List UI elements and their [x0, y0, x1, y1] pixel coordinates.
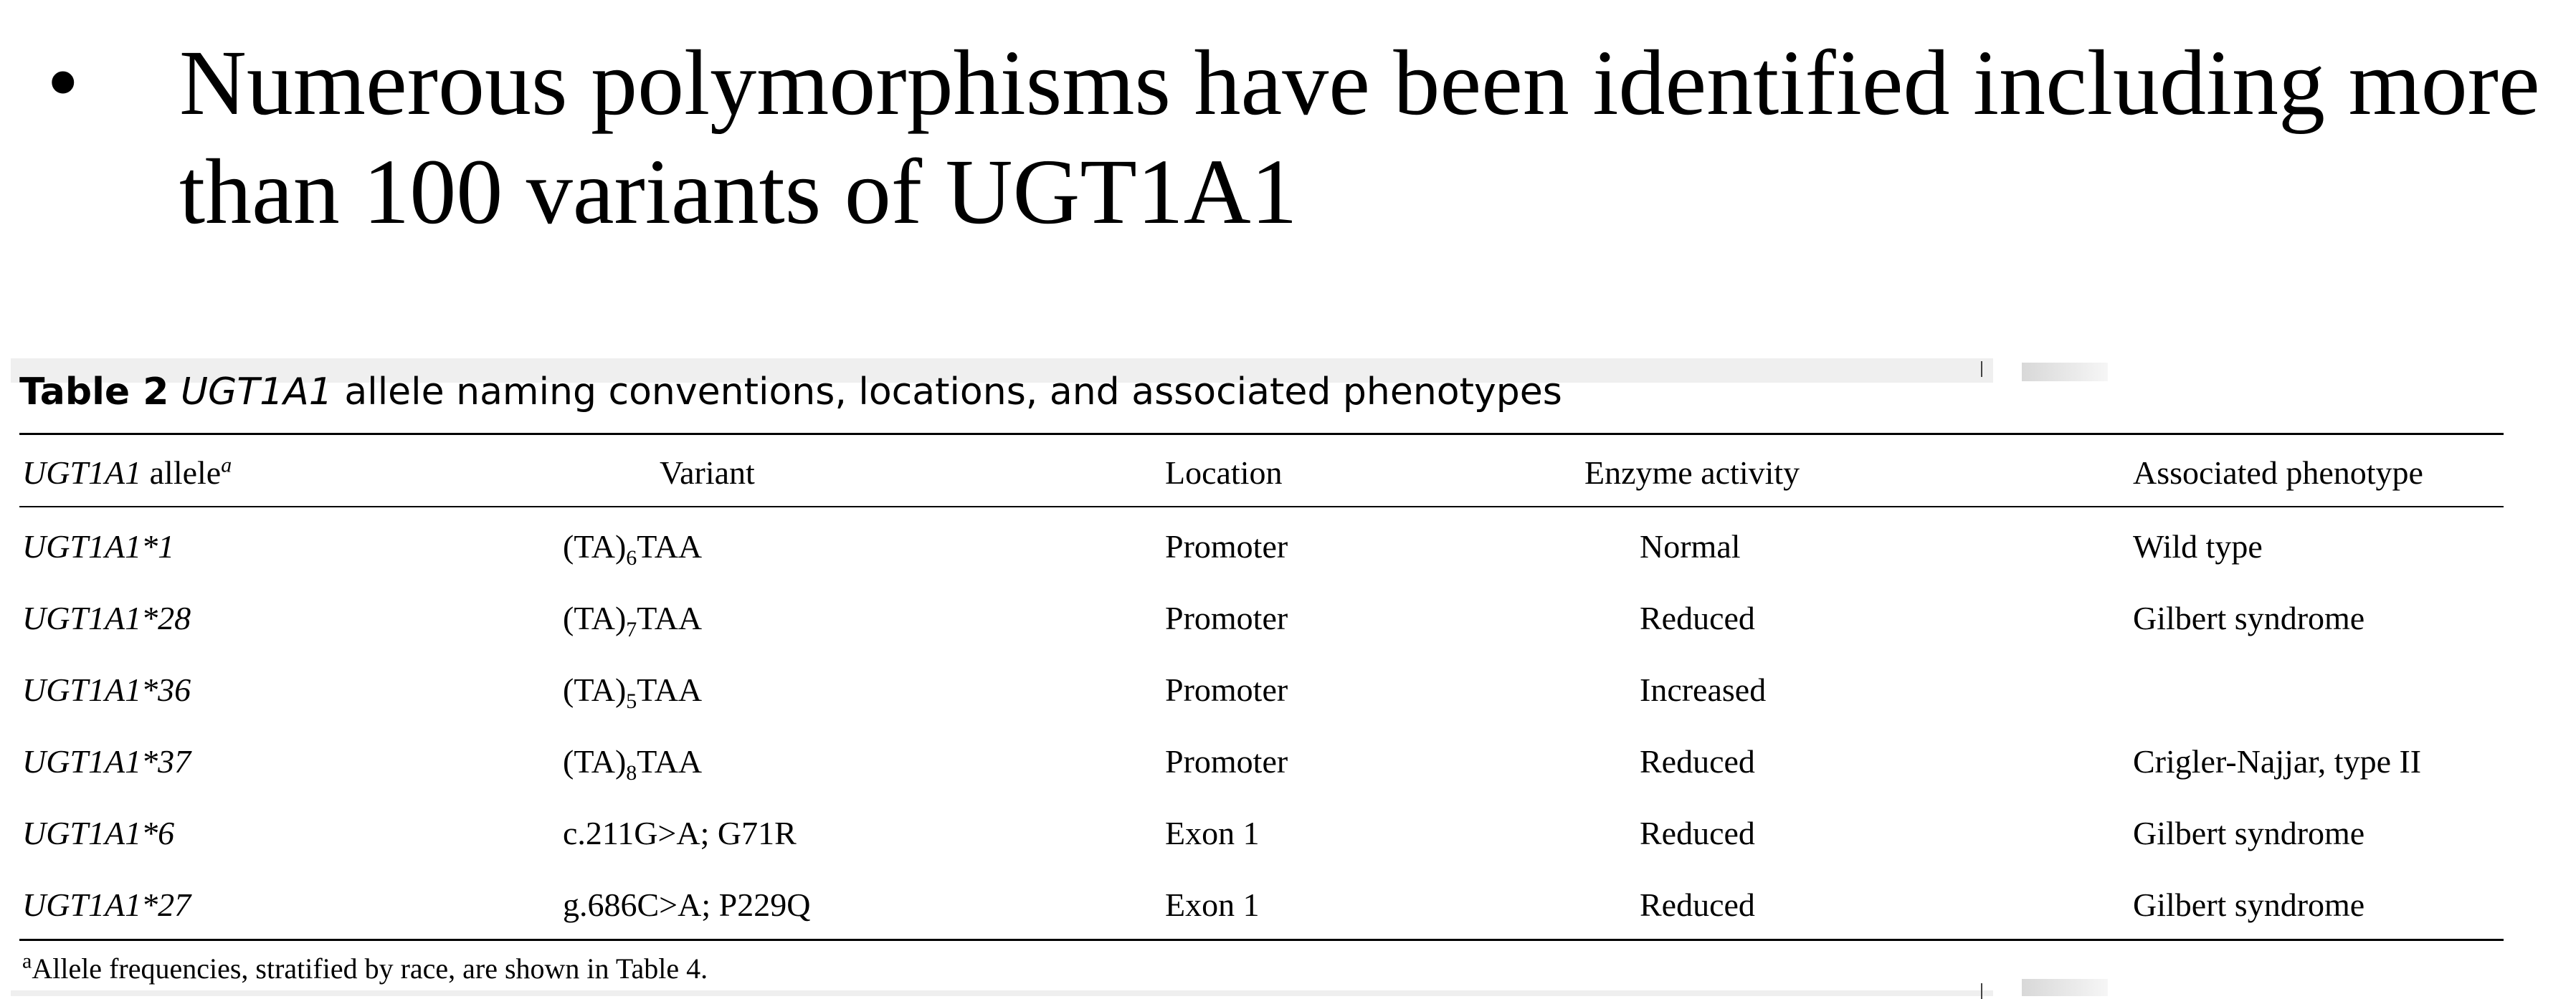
cell-variant — [563, 597, 702, 640]
header-allele-footnote-mark: a — [221, 453, 232, 477]
cell-variant — [563, 525, 702, 568]
variant-repeat-count: 5 — [626, 689, 637, 714]
header-enzyme-activity: Enzyme activity — [1584, 454, 1800, 491]
scan-artifact — [2022, 979, 2108, 996]
crop-mark — [1981, 361, 1982, 377]
header-allele — [22, 451, 232, 494]
cell-variant — [563, 669, 702, 712]
table-top-rule — [19, 433, 2504, 435]
cell-variant — [563, 884, 810, 927]
cell-allele: UGT1A1*27 — [22, 886, 191, 923]
bullet-mark: • — [47, 31, 80, 134]
bullet-item — [39, 29, 2549, 247]
cell-phenotype: Gilbert syndrome — [2133, 815, 2365, 851]
footnote-text: Allele frequencies, stratified by race, are shown in Table 4. — [32, 952, 708, 985]
cell-allele: UGT1A1*37 — [22, 743, 191, 780]
cell-allele: UGT1A1*1 — [22, 528, 175, 565]
table-title-gene: UGT1A1 — [181, 371, 333, 414]
cell-location: Exon 1 — [1165, 815, 1260, 851]
cell-phenotype: Crigler-Najjar, type II — [2133, 743, 2422, 780]
variant-text: (TA) — [563, 743, 627, 780]
header-allele-gene: UGT1A1 — [22, 454, 142, 491]
table-figure — [11, 358, 2515, 996]
variant-repeat-count: 7 — [626, 618, 637, 642]
cell-phenotype: Gilbert syndrome — [2133, 600, 2365, 636]
variant-text: (TA) — [563, 671, 627, 708]
variant-text: (TA) — [563, 600, 627, 636]
cell-variant — [563, 812, 797, 855]
cell-enzyme-activity: Reduced — [1640, 743, 1755, 780]
header-location: Location — [1165, 454, 1283, 491]
cell-allele: UGT1A1*36 — [22, 671, 191, 708]
cell-enzyme-activity: Reduced — [1640, 600, 1755, 636]
cell-variant — [563, 740, 702, 783]
cell-location: Promoter — [1165, 528, 1288, 565]
cell-phenotype: Wild type — [2133, 528, 2263, 565]
variant-text: c.211G>A; G71R — [563, 815, 797, 851]
panel-background-bottom — [11, 990, 1993, 996]
bullet-text: Numerous polymorphisms have been identified including more than 100 variants of UGT1A1 — [179, 32, 2540, 244]
variant-repeat-count: 8 — [626, 761, 637, 785]
table-title-number: Table 2 — [19, 371, 169, 414]
header-associated-phenotype: Associated phenotype — [2133, 454, 2423, 491]
variant-suffix: TAA — [637, 528, 703, 565]
header-allele-label: allele — [149, 454, 222, 491]
variant-repeat-count: 6 — [626, 546, 637, 570]
cell-location: Promoter — [1165, 600, 1288, 636]
variant-suffix: TAA — [637, 671, 703, 708]
cell-enzyme-activity: Increased — [1640, 671, 1767, 708]
table-footnote — [22, 950, 708, 988]
cell-phenotype: Gilbert syndrome — [2133, 886, 2365, 923]
variant-suffix: TAA — [637, 600, 703, 636]
cell-enzyme-activity: Normal — [1640, 528, 1741, 565]
scan-artifact — [2022, 363, 2108, 381]
footnote-mark: a — [22, 949, 32, 973]
cell-allele: UGT1A1*6 — [22, 815, 175, 851]
cell-location: Exon 1 — [1165, 886, 1260, 923]
variant-text: g.686C>A; P229Q — [563, 886, 811, 923]
table-title — [19, 367, 1562, 417]
cell-enzyme-activity: Reduced — [1640, 886, 1755, 923]
header-variant: Variant — [660, 454, 755, 491]
bullet-list — [39, 29, 2549, 247]
table-title-text: allele naming conventions, locations, and associated phenotypes — [344, 371, 1562, 414]
variant-suffix: TAA — [637, 743, 703, 780]
cell-location: Promoter — [1165, 743, 1288, 780]
cell-location: Promoter — [1165, 671, 1288, 708]
crop-mark — [1981, 983, 1982, 999]
table-header-rule — [19, 506, 2504, 507]
variant-text: (TA) — [563, 528, 627, 565]
cell-allele: UGT1A1*28 — [22, 600, 191, 636]
table-bottom-rule — [19, 939, 2504, 941]
cell-enzyme-activity: Reduced — [1640, 815, 1755, 851]
